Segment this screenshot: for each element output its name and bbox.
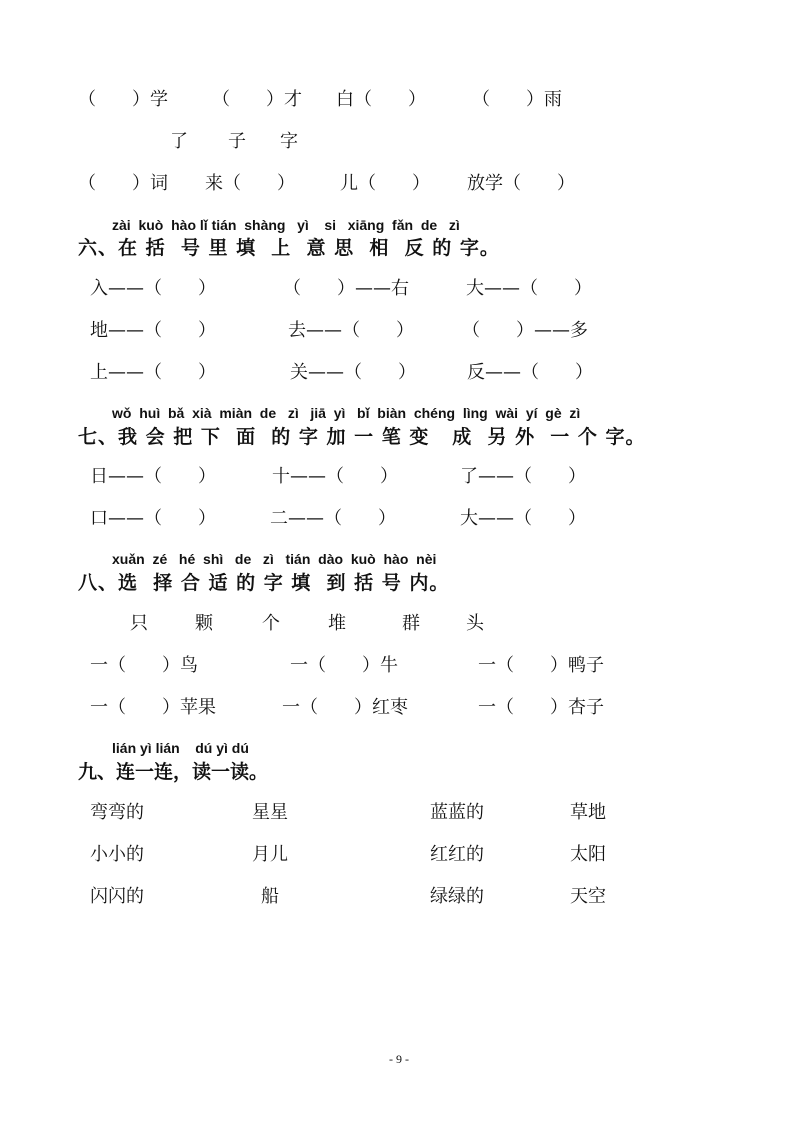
s7-r1-c2: 十——（ ） bbox=[272, 466, 398, 487]
s6-r3-c1: 上——（ ） bbox=[90, 362, 216, 383]
s9-col4-item-2: 太阳 bbox=[570, 844, 606, 865]
s8-option-1: 只 bbox=[130, 613, 148, 634]
s6-r3-c3: 反——（ ） bbox=[467, 362, 593, 383]
s9-pinyin: lián yì lián dú yì dú bbox=[112, 740, 249, 756]
s5-row1-item-2: （ ）才 bbox=[212, 89, 302, 110]
s5-row1-item-1: （ ）学 bbox=[78, 89, 168, 110]
s8-r1-c3: 一（ ）鸭子 bbox=[478, 655, 604, 676]
s8-r2-c3: 一（ ）杏子 bbox=[478, 697, 604, 718]
s6-r2-c2: 去——（ ） bbox=[288, 320, 414, 341]
s7-pinyin: wǒ huì bǎ xià miàn de zì jiā yì bǐ biàn chéng lìng wài yí gè zì bbox=[112, 405, 581, 421]
s5-option-2: 子 bbox=[228, 131, 246, 152]
s6-r1-c2: （ ）——右 bbox=[283, 278, 409, 299]
s9-col2-item-3: 船 bbox=[261, 886, 279, 907]
s8-title: 八、选 择 合 适 的 字 填 到 括 号 内。 bbox=[78, 572, 450, 594]
s8-option-3: 个 bbox=[262, 613, 280, 634]
s5-option-1: 了 bbox=[170, 131, 188, 152]
s9-col4-item-1: 草地 bbox=[570, 802, 606, 823]
s5-option-3: 字 bbox=[280, 131, 298, 152]
s8-pinyin: xuǎn zé hé shì de zì tián dào kuò hào nèi bbox=[112, 551, 437, 567]
s8-option-6: 头 bbox=[466, 613, 484, 634]
s9-title: 九、连一连，读一读。 bbox=[78, 761, 269, 783]
s8-option-4: 堆 bbox=[328, 613, 346, 634]
s9-col1-item-2: 小小的 bbox=[90, 844, 144, 865]
s9-col3-item-1: 蓝蓝的 bbox=[430, 802, 484, 823]
s7-r2-c3: 大——（ ） bbox=[460, 508, 586, 529]
s7-title: 七、我 会 把 下 面 的 字 加 一 笔 变 成 另 外 一 个 字。 bbox=[78, 426, 646, 448]
page-number: - 9 - bbox=[389, 1052, 409, 1066]
s5-row1-item-4: （ ）雨 bbox=[472, 89, 562, 110]
s5-row2-item-2: 来（ ） bbox=[205, 173, 295, 194]
s5-row2-item-1: （ ）词 bbox=[78, 173, 168, 194]
s7-r2-c1: 口——（ ） bbox=[90, 508, 216, 529]
s9-col2-item-1: 星星 bbox=[252, 802, 288, 823]
s9-col1-item-3: 闪闪的 bbox=[90, 886, 144, 907]
s5-row2-item-4: 放学（ ） bbox=[467, 173, 575, 194]
s8-r1-c1: 一（ ）鸟 bbox=[90, 655, 198, 676]
s8-r2-c1: 一（ ）苹果 bbox=[90, 697, 216, 718]
s6-title: 六、在 括 号 里 填 上 意 思 相 反 的 字。 bbox=[78, 237, 500, 259]
s9-col3-item-3: 绿绿的 bbox=[430, 886, 484, 907]
s6-pinyin: zài kuò hào lǐ tián shàng yì si xiāng fǎn de zì bbox=[112, 217, 460, 233]
s9-col2-item-2: 月儿 bbox=[252, 844, 288, 865]
s5-row2-item-3: 儿（ ） bbox=[340, 173, 430, 194]
s6-r1-c3: 大——（ ） bbox=[466, 278, 592, 299]
s5-row1-item-3: 白（ ） bbox=[336, 89, 426, 110]
s9-col1-item-1: 弯弯的 bbox=[90, 802, 144, 823]
s8-r2-c2: 一（ ）红枣 bbox=[282, 697, 408, 718]
s8-option-5: 群 bbox=[402, 613, 420, 634]
s9-col4-item-3: 天空 bbox=[570, 886, 606, 907]
s6-r1-c1: 入——（ ） bbox=[90, 278, 216, 299]
s7-r1-c1: 日——（ ） bbox=[90, 466, 216, 487]
s8-option-2: 颗 bbox=[195, 613, 213, 634]
s9-col3-item-2: 红红的 bbox=[430, 844, 484, 865]
s7-r2-c2: 二——（ ） bbox=[270, 508, 396, 529]
s6-r2-c3: （ ）——多 bbox=[462, 320, 588, 341]
s6-r3-c2: 关——（ ） bbox=[290, 362, 416, 383]
s6-r2-c1: 地——（ ） bbox=[90, 320, 216, 341]
s8-r1-c2: 一（ ）牛 bbox=[290, 655, 398, 676]
s7-r1-c3: 了——（ ） bbox=[460, 466, 586, 487]
